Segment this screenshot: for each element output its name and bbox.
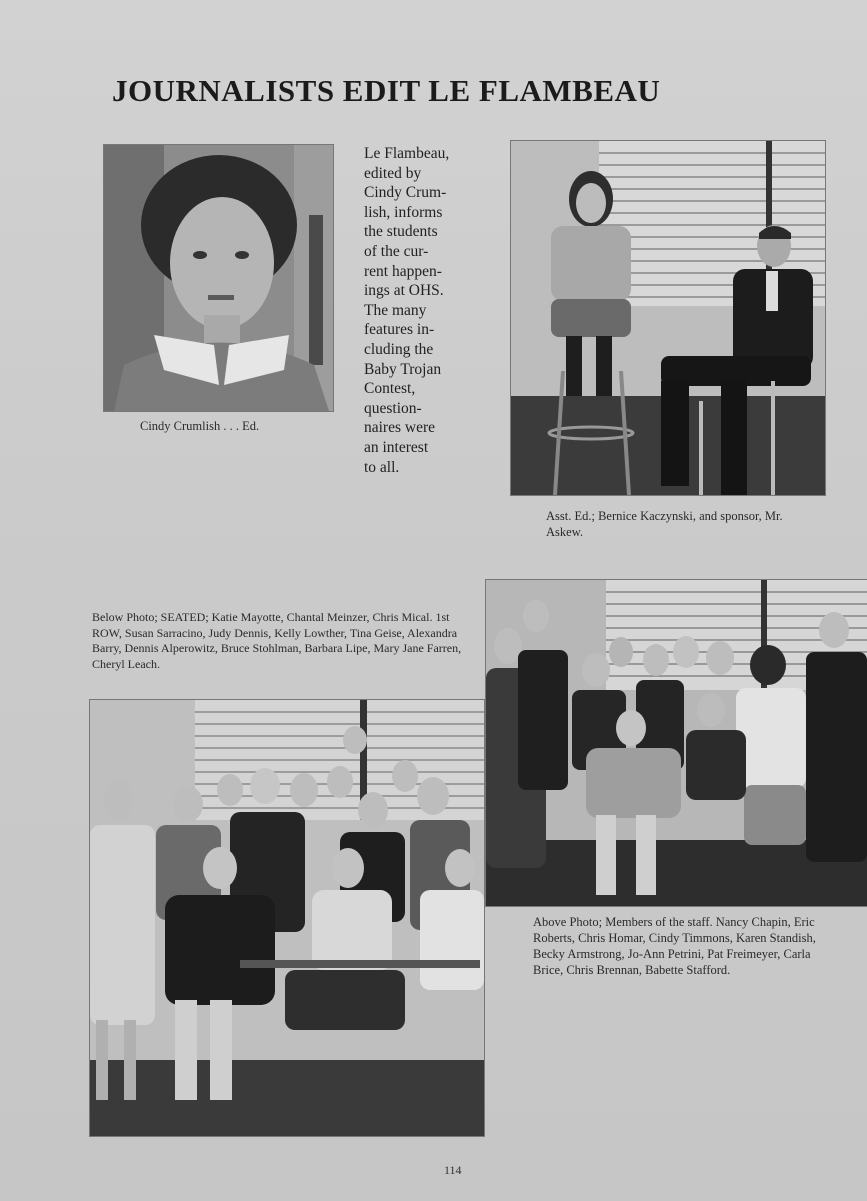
article-line: Le Flambeau,: [364, 145, 450, 162]
page-title: JOURNALISTS EDIT LE FLAMBEAU: [112, 72, 661, 108]
above-photo-caption: Above Photo; Members of the staff. Nancy Chapin, Eric Roberts, Chris Homar, Cindy Timmons, Karen Standish, Becky Armstrong, Jo-Ann Petrini, Pat Freimeyer, Carla Brice, Chris Brennan, Babette Stafford.: [533, 915, 816, 977]
article-line: an interest: [364, 438, 429, 456]
article-line: rent happen-: [364, 262, 442, 280]
article-line: ings at OHS.: [364, 282, 444, 300]
page-number: 114: [444, 1163, 462, 1177]
article-line: lish, informs: [364, 203, 443, 221]
article-line: edited by: [364, 164, 422, 182]
article-line: Cindy Crum-: [364, 184, 447, 202]
article-line: features in-: [364, 321, 435, 339]
article-line: naires were: [364, 419, 435, 437]
asst-editor-sponsor-photo: [511, 141, 825, 495]
article-line: cluding the: [364, 340, 434, 358]
asst-photo-caption: Asst. Ed.; Bernice Kaczynski, and sponsor, Mr. Askew.: [546, 509, 783, 539]
article-line: of the cur-: [364, 242, 429, 260]
staff-group-photo-below: [90, 700, 484, 1136]
below-photo-caption: Below Photo; SEATED; Katie Mayotte, Chantal Meinzer, Chris Mical. 1st ROW, Susan Sarracino, Judy Dennis, Kelly Lowther, Tina Geise, Alexandra Barry, Dennis Alperowitz, Bruce Stohlman, Barbara Lipe, Mary Jane Farren, Cheryl Leach.: [92, 610, 462, 671]
article-text: [364, 144, 494, 477]
article-line: Baby Trojan: [364, 360, 442, 378]
article-line: question-: [364, 399, 422, 417]
article-line: the students: [364, 223, 438, 241]
staff-group-photo-above: [486, 580, 867, 906]
article-line: to all.: [364, 458, 400, 476]
article-line: Contest,: [364, 380, 416, 398]
editor-portrait-photo: [104, 145, 333, 411]
article-line: The many: [364, 301, 427, 319]
editor-photo-caption: Cindy Crumlish . . . Ed.: [140, 419, 260, 433]
